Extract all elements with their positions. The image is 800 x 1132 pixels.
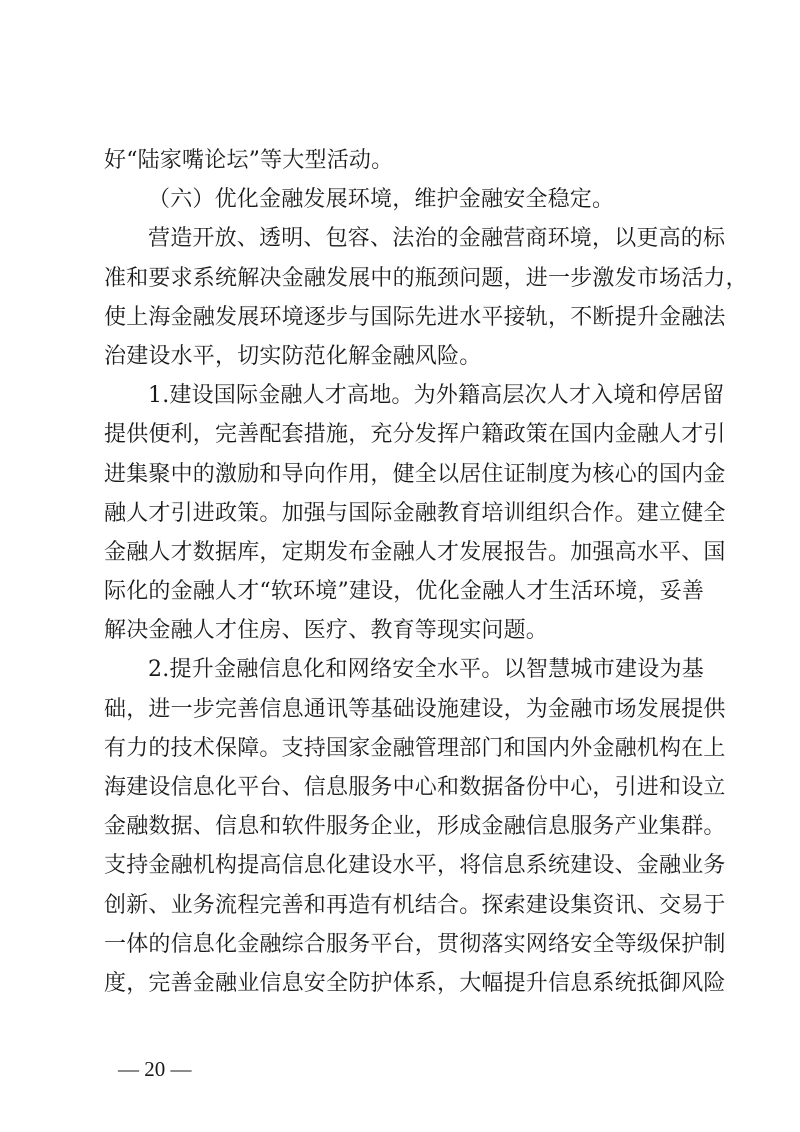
text-line: 金融数据、信息和软件服务企业，形成金融信息服务产业集群。	[104, 814, 726, 840]
item-heading-talent: 1.建设国际金融人才高地。为外籍高层次人才入境和停居留	[148, 383, 725, 409]
page-number: — 20 —	[118, 1057, 192, 1081]
text-line: 治建设水平，切实防范化解金融风险。	[104, 343, 482, 369]
text-line: 一体的信息化金融综合服务平台，贯彻落实网络安全等级保护制	[104, 931, 726, 957]
text-line: 础，进一步完善信息通讯等基础设施建设，为金融市场发展提供	[104, 696, 726, 722]
text-line: 提供便利，完善配套措施，充分发挥户籍政策在国内金融人才引	[104, 422, 726, 448]
paragraph-first-line: 营造开放、透明、包容、法治的金融营商环境，以更高的标	[148, 226, 726, 252]
section-heading: （六）优化金融发展环境，维护金融安全稳定。	[148, 187, 615, 213]
text-line: 使上海金融发展环境逐步与国际先进水平接轨，不断提升金融法	[104, 304, 726, 330]
text-line: 创新、业务流程完善和再造有机结合。探索建设集资讯、交易于	[104, 892, 726, 918]
text-line: 准和要求系统解决金融发展中的瓶颈问题，进一步激发市场活力，	[104, 265, 748, 291]
item-heading-it-security: 2.提升金融信息化和网络安全水平。以智慧城市建设为基	[148, 657, 704, 683]
text-line: 支持金融机构提高信息化建设水平，将信息系统建设、金融业务	[104, 853, 726, 879]
text-line: 海建设信息化平台、信息服务中心和数据备份中心，引进和设立	[104, 775, 726, 800]
body-text	[104, 141, 748, 1003]
text-line: 有力的技术保障。支持国家金融管理部门和国内外金融机构在上	[104, 735, 726, 761]
text-line: 金融人才数据库，定期发布金融人才发展报告。加强高水平、国	[104, 539, 726, 565]
text-line: 进集聚中的激励和导向作用，健全以居住证制度为核心的国内金	[104, 461, 726, 487]
text-line: 度，完善金融业信息安全防护体系，大幅提升信息系统抵御风险	[104, 970, 726, 996]
text-line: 解决金融人才住房、医疗、教育等现实问题。	[104, 618, 549, 644]
text-line: 际化的金融人才“软环境”建设，优化金融人才生活环境，妥善	[104, 579, 705, 605]
text-line: 融人才引进政策。加强与国际金融教育培训组织合作。建立健全	[104, 500, 726, 526]
text-line: 好“陆家嘴论坛”等大型活动。	[104, 148, 394, 173]
